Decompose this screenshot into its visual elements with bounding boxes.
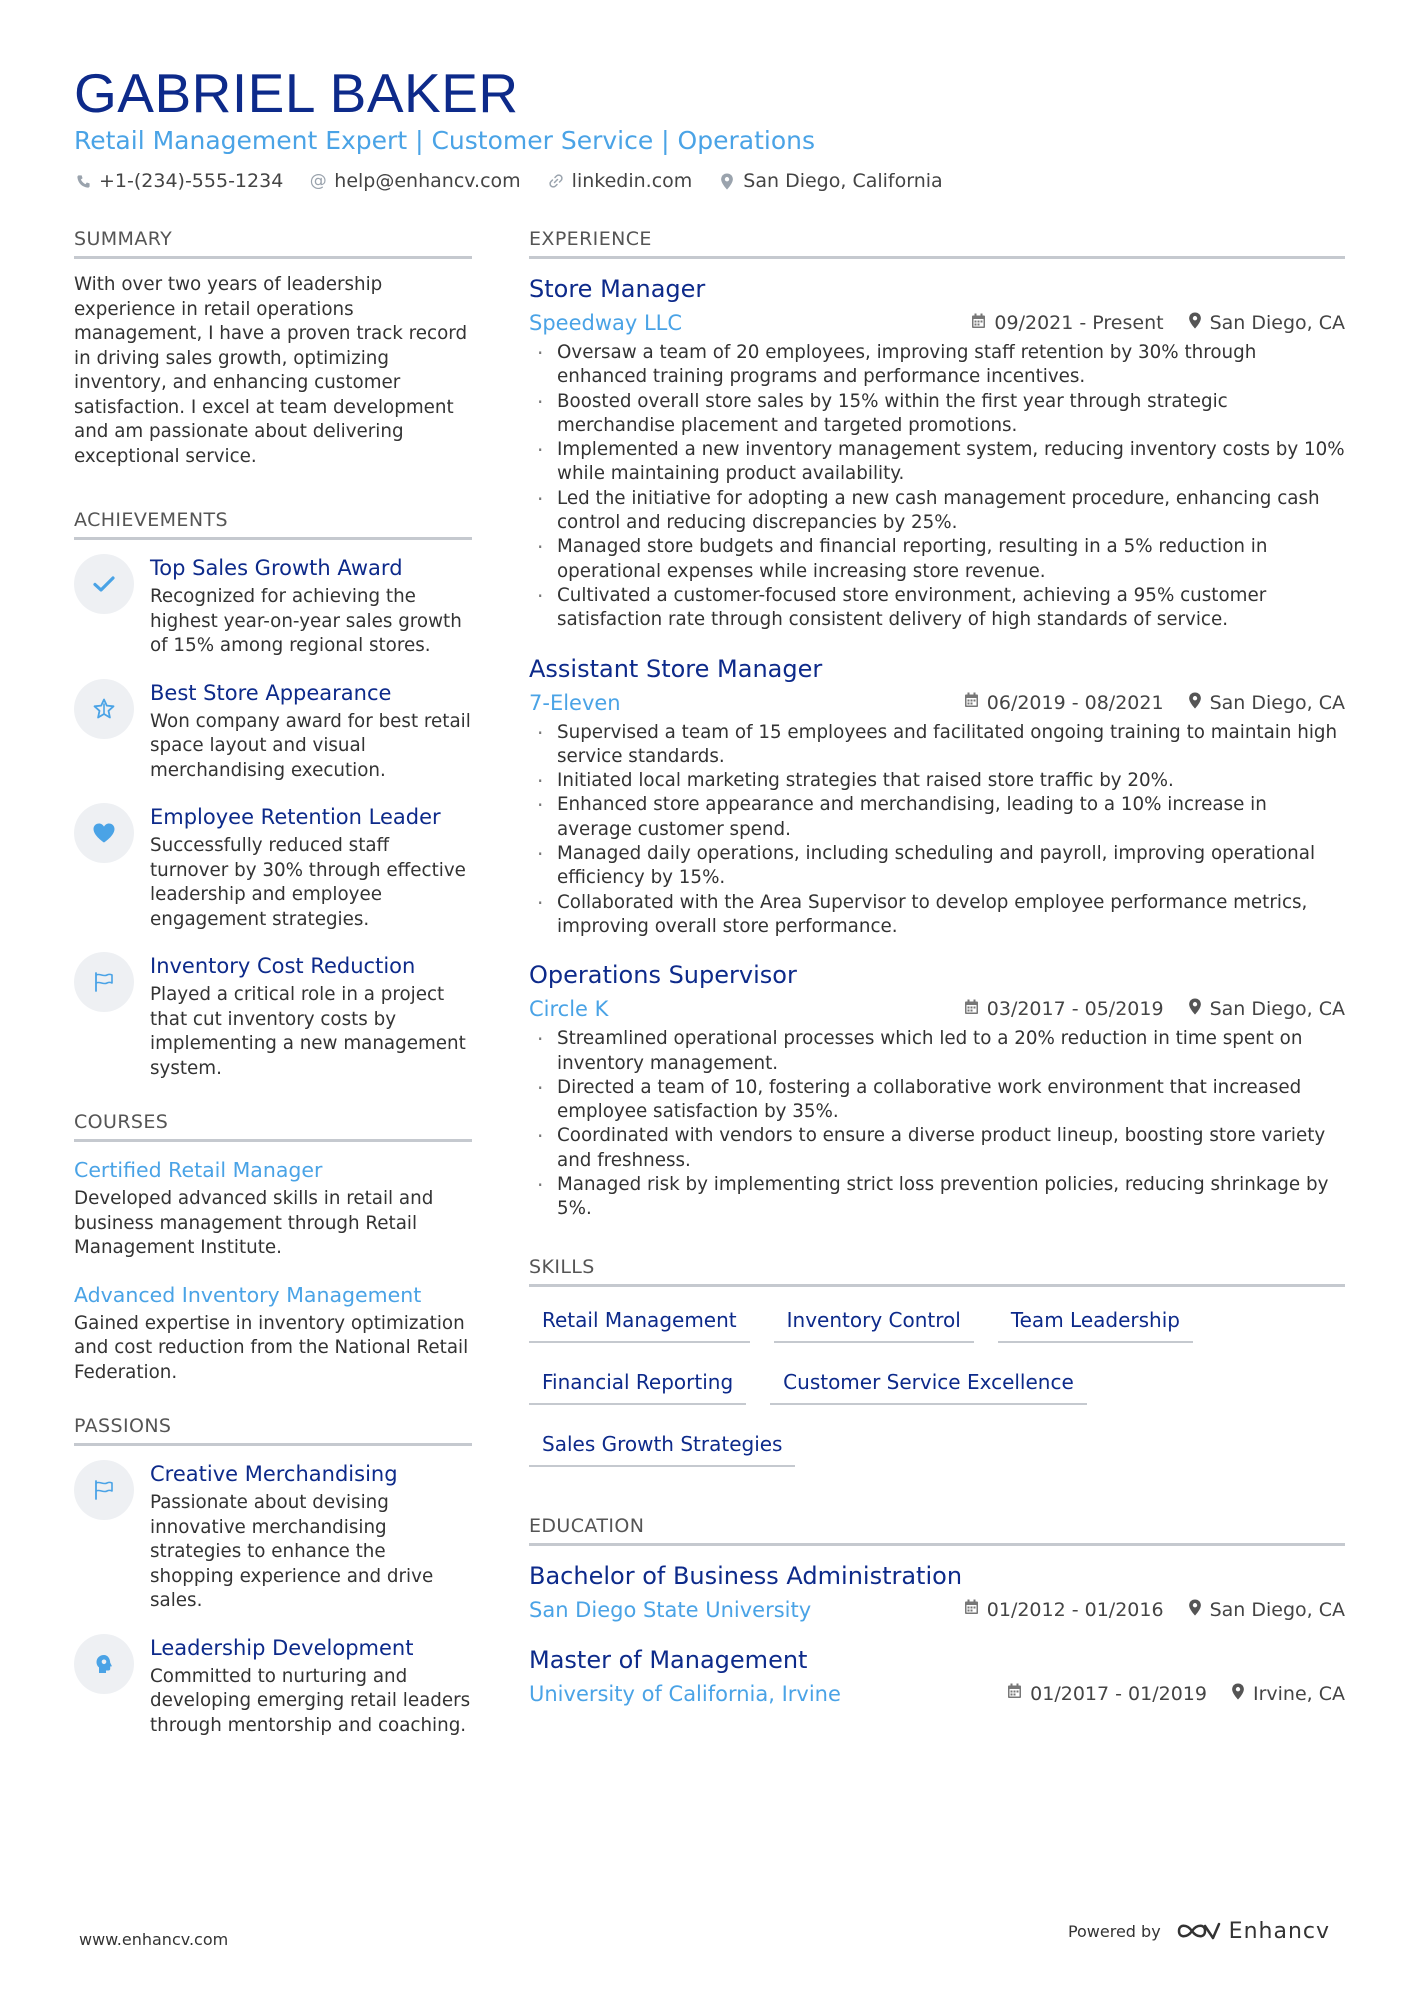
achievements-heading: ACHIEVEMENTS	[74, 509, 472, 540]
course-title: Certified Retail Manager	[74, 1158, 323, 1182]
courses-heading: COURSES	[74, 1111, 472, 1142]
passion-title: Creative Merchandising	[150, 1462, 398, 1486]
company-name: Circle K	[529, 997, 609, 1022]
email-text: help@enhancv.com	[334, 170, 521, 192]
job-bullet: · Streamlined operational processes which led to a 20% reduction in time spent on inventory management.	[529, 1027, 1345, 1076]
passions-section	[74, 1415, 472, 1738]
course-desc: Developed advanced skills in retail and business management through Retail Management Institute.	[74, 1188, 434, 1258]
job-entry	[529, 959, 1345, 1221]
resume-header	[74, 62, 1344, 192]
linkedin-text: linkedin.com	[571, 170, 693, 192]
contact-email[interactable]	[309, 170, 520, 192]
job-location: San Diego, CA	[1209, 312, 1345, 334]
job-bullet: · Collaborated with the Area Supervisor to develop employee performance metrics, improving overall store performance.	[529, 891, 1345, 940]
achievement-title: Top Sales Growth Award	[150, 556, 403, 580]
skill-tag: Team Leadership	[998, 1301, 1193, 1343]
achievement-item	[74, 803, 472, 932]
skill-tag: Sales Growth Strategies	[529, 1425, 795, 1467]
skill-tag: Financial Reporting	[529, 1363, 746, 1405]
passions-heading: PASSIONS	[74, 1415, 472, 1446]
achievements-section	[74, 509, 472, 1081]
achievement-item	[74, 679, 472, 784]
courses-section	[74, 1111, 472, 1385]
skill-tag: Customer Service Excellence	[770, 1363, 1087, 1405]
passion-desc: Committed to nurturing and developing emerging retail leaders through mentorship and coaching.	[150, 1665, 471, 1736]
achievement-title: Employee Retention Leader	[150, 805, 441, 829]
contact-bar	[74, 170, 1344, 192]
job-dates: 03/2017 - 05/2019	[986, 998, 1164, 1021]
education-section	[529, 1515, 1345, 1708]
school-name: San Diego State University	[529, 1597, 812, 1622]
passion-title: Leadership Development	[150, 1635, 414, 1660]
location-pin-icon	[1188, 692, 1202, 714]
job-bullet: · Boosted overall store sales by 15% within the first year through strategic merchandise placement and targeted promotions.	[529, 390, 1345, 439]
achievement-item	[74, 952, 472, 1081]
job-entry	[529, 273, 1345, 633]
skills-section	[529, 1256, 1345, 1467]
job-bullet: · Oversaw a team of 20 employees, improving staff retention by 30% through enhanced training programs and performance incentives.	[529, 341, 1345, 390]
job-bullets	[529, 341, 1345, 633]
calendar-icon	[971, 313, 986, 334]
star-icon	[74, 679, 134, 739]
candidate-name: GABRIEL BAKER	[74, 62, 519, 124]
education-dates: 01/2017 - 01/2019	[1030, 1682, 1207, 1705]
achievement-desc: Recognized for achieving the highest year-on-year sales growth of 15% among regional stores.	[150, 586, 462, 656]
contact-linkedin[interactable]	[547, 170, 693, 192]
degree-title: Master of Management	[529, 1645, 808, 1674]
passion-desc: Passionate about devising innovative merchandising strategies to enhance the shopping experience and drive sales.	[150, 1492, 434, 1611]
summary-text: With over two years of leadership experience in retail operations management, I have a proven track record in driving sales growth, optimizing inventory, and enhancing customer satisfaction. I excel at team development and am passionate about delivering exceptional service.	[74, 274, 468, 467]
education-entry	[529, 1644, 1345, 1708]
job-bullet: · Managed daily operations, including scheduling and payroll, improving operational efficiency by 15%.	[529, 842, 1345, 891]
experience-section	[529, 228, 1345, 1222]
job-bullets	[529, 1027, 1345, 1221]
job-bullet: · Implemented a new inventory management system, reducing inventory costs by 10% while maintaining product availability.	[529, 438, 1345, 487]
education-location: Irvine, CA	[1252, 1682, 1345, 1705]
skills-list	[529, 1301, 1345, 1467]
course-title: Advanced Inventory Management	[74, 1282, 422, 1307]
passion-item	[74, 1460, 472, 1614]
course-item	[74, 1281, 472, 1386]
achievement-title: Inventory Cost Reduction	[150, 954, 416, 978]
contact-location	[718, 170, 942, 192]
job-title: Store Manager	[529, 275, 706, 303]
job-bullet: · Managed risk by implementing strict loss prevention policies, reducing shrinkage by 5%.	[529, 1173, 1345, 1222]
job-bullet: · Initiated local marketing strategies that raised store traffic by 20%.	[529, 769, 1345, 793]
calendar-icon	[964, 999, 979, 1020]
summary-section	[74, 228, 472, 469]
flag-icon	[74, 952, 134, 1012]
achievement-item	[74, 554, 472, 659]
job-location: San Diego, CA	[1209, 691, 1345, 714]
job-bullet: · Coordinated with vendors to ensure a diverse product lineup, boosting store variety and freshness.	[529, 1124, 1345, 1173]
footer-branding	[1068, 1918, 1330, 1944]
course-item	[74, 1156, 472, 1261]
job-bullet: · Managed store budgets and financial reporting, resulting in a 5% reduction in operational expenses while increasing store revenue.	[529, 535, 1345, 584]
location-pin-icon	[1188, 1599, 1202, 1621]
powered-by-text: Powered by	[1067, 1921, 1161, 1941]
course-desc: Gained expertise in inventory optimization and cost reduction from the National Retail Federation.	[74, 1312, 469, 1383]
skills-heading: SKILLS	[529, 1256, 1345, 1287]
enhancv-logo-icon	[1175, 1918, 1221, 1944]
job-bullet: · Enhanced store appearance and merchandising, leading to a 10% increase in average customer spend.	[529, 793, 1345, 842]
passion-item	[74, 1634, 472, 1739]
candidate-headline: Retail Management Expert | Customer Service | Operations	[74, 126, 815, 155]
flag-icon	[74, 1460, 134, 1520]
summary-heading: SUMMARY	[74, 228, 472, 259]
achievement-title: Best Store Appearance	[150, 680, 392, 705]
experience-heading: EXPERIENCE	[529, 228, 1345, 259]
skill-tag: Inventory Control	[774, 1301, 974, 1343]
location-text: San Diego, California	[743, 170, 943, 192]
job-title: Operations Supervisor	[529, 961, 797, 990]
achievement-desc: Successfully reduced staff turnover by 30% through effective leadership and employee engagement strategies.	[150, 835, 466, 930]
heart-icon	[74, 803, 134, 863]
left-column	[74, 228, 472, 1778]
head-icon	[74, 1634, 134, 1694]
calendar-icon	[964, 1599, 979, 1620]
job-bullet: · Supervised a team of 15 employees and facilitated ongoing training to maintain high service standards.	[529, 721, 1345, 770]
job-title: Assistant Store Manager	[529, 654, 823, 683]
degree-title: Bachelor of Business Administration	[529, 1561, 963, 1590]
education-dates: 01/2012 - 01/2016	[986, 1598, 1164, 1621]
job-bullet: · Led the initiative for adopting a new cash management procedure, enhancing cash control and reducing discrepancies by 25%.	[529, 487, 1345, 536]
brand-name: Enhancv	[1228, 1918, 1330, 1944]
education-entry	[529, 1560, 1345, 1624]
education-location: San Diego, CA	[1209, 1598, 1345, 1621]
calendar-icon	[964, 692, 979, 713]
check-icon	[74, 554, 134, 614]
achievement-desc: Played a critical role in a project that cut inventory costs by implementing a new management system.	[150, 984, 466, 1079]
brand-logo[interactable]	[1175, 1918, 1330, 1944]
school-name: University of California, Irvine	[529, 1681, 841, 1706]
job-location: San Diego, CA	[1209, 998, 1345, 1021]
at-icon: @	[309, 171, 327, 191]
job-bullets	[529, 721, 1345, 940]
job-bullet: · Cultivated a customer-focused store environment, achieving a 95% customer satisfaction rate through consistent delivery of high standards of service.	[529, 584, 1345, 633]
contact-phone[interactable]	[74, 170, 283, 192]
job-bullet: · Directed a team of 10, fostering a collaborative work environment that increased employee satisfaction by 35%.	[529, 1076, 1345, 1125]
job-dates: 06/2019 - 08/2021	[986, 691, 1164, 714]
link-icon	[547, 173, 565, 189]
location-pin-icon	[1188, 312, 1202, 334]
phone-icon	[74, 174, 92, 189]
company-name: 7-Eleven	[529, 690, 621, 715]
location-pin-icon	[718, 173, 736, 190]
calendar-icon	[1007, 1683, 1022, 1704]
footer-website[interactable]: www.enhancv.com	[79, 1930, 229, 1949]
company-name: Speedway LLC	[529, 311, 683, 335]
phone-text: +1-(234)-555-1234	[99, 170, 284, 192]
education-heading: EDUCATION	[529, 1515, 1345, 1546]
location-pin-icon	[1188, 998, 1202, 1020]
skill-tag: Retail Management	[529, 1301, 750, 1343]
right-column	[529, 228, 1345, 1748]
job-entry	[529, 653, 1345, 940]
location-pin-icon	[1231, 1683, 1245, 1705]
job-dates: 09/2021 - Present	[994, 312, 1164, 334]
achievement-desc: Won company award for best retail space layout and visual merchandising execution.	[150, 710, 471, 781]
